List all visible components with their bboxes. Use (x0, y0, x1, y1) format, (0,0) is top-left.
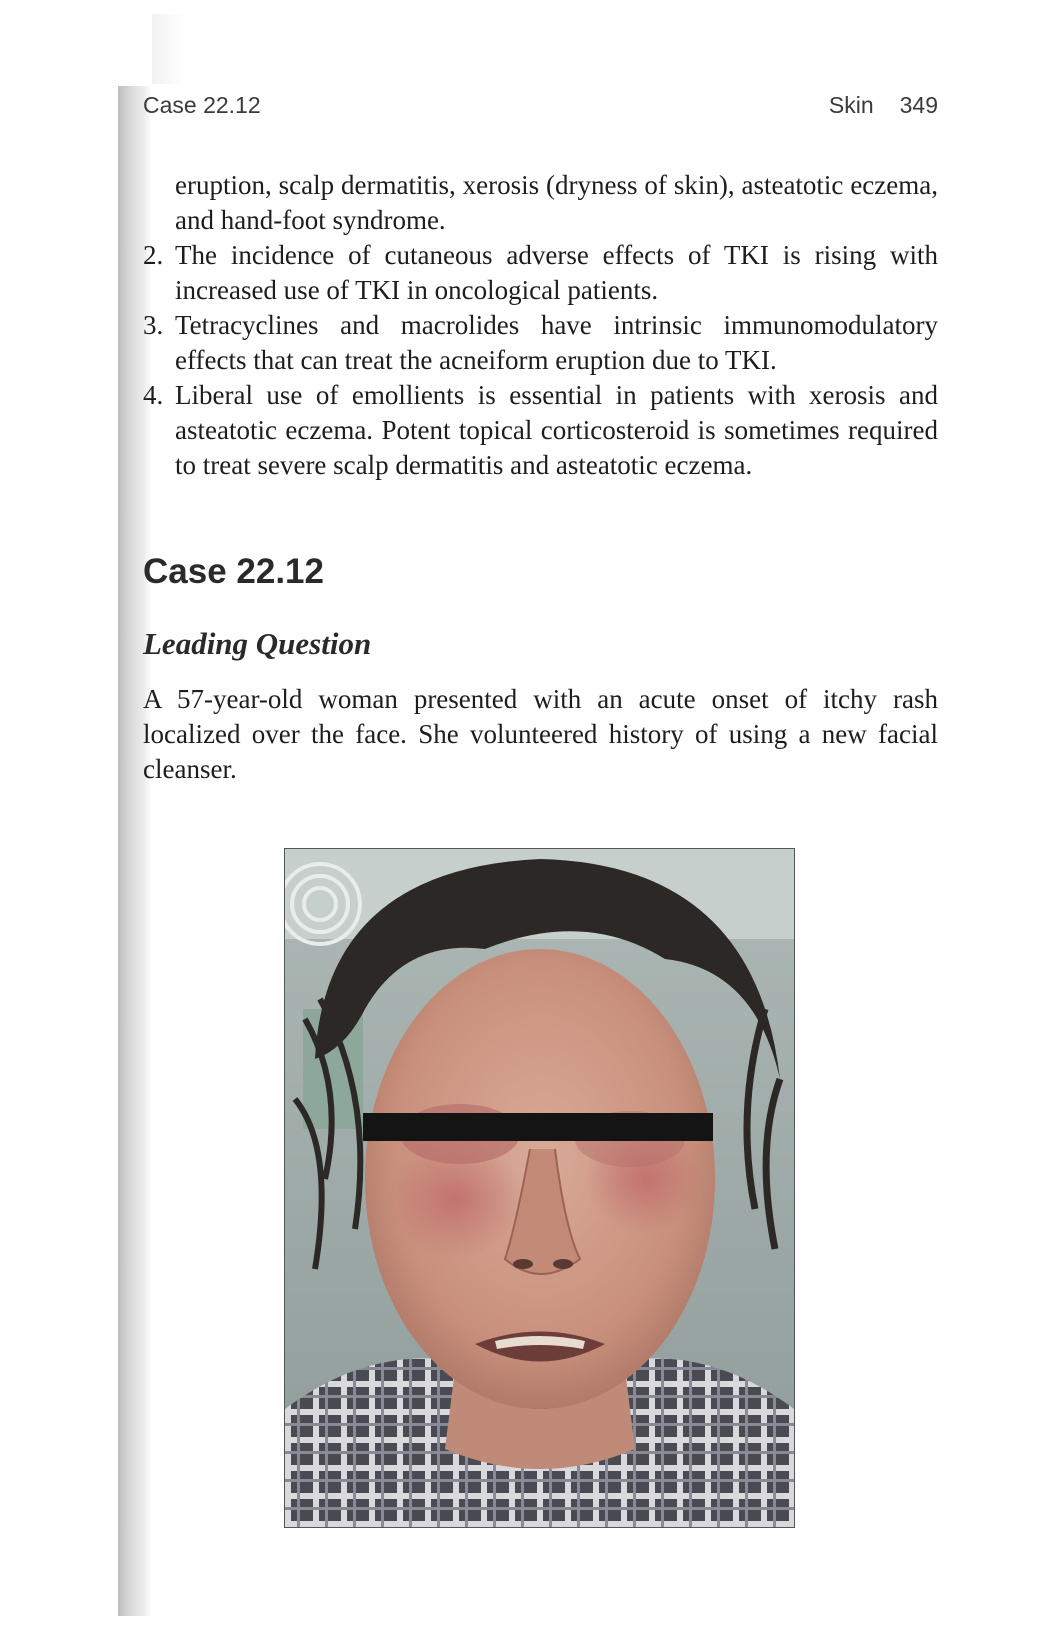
page-edge-shadow-top (152, 14, 186, 84)
left-nostril (513, 1259, 533, 1269)
clinical-photo-illustration (285, 849, 794, 1527)
eye-privacy-bar (363, 1113, 713, 1141)
list-item-text: Liberal use of emollients is essential in patients with xerosis and asteatotic eczema. Potent topical corticosteroid is sometimes required to treat severe scalp dermatitis and asteatotic eczema. (175, 380, 938, 480)
list-item-text: Tetracyclines and macrolides have intrinsic immunomodulatory effects that can treat the acneiform eruption due to TKI. (175, 310, 938, 375)
list-item-number: 3. (143, 310, 164, 340)
list-item (143, 308, 938, 378)
running-head-case: Case 22.12 (143, 92, 261, 118)
running-head-section: Skin (828, 92, 874, 118)
running-head (143, 92, 938, 124)
list-item-number: 2. (143, 240, 164, 270)
running-head-right (829, 92, 938, 119)
list-item-text: The incidence of cutaneous adverse effects of TKI is rising with increased use of TKI in oncological patients. (175, 240, 938, 305)
case-heading: Case 22.12 (143, 552, 324, 591)
right-nostril (553, 1259, 573, 1269)
clinical-photo (284, 848, 795, 1528)
list-item (143, 378, 938, 483)
case-presentation-text: A 57-year-old woman presented with an acute onset of itchy rash localized over the face. She volunteered history of using a new facial cleanser. (143, 684, 938, 784)
numbered-list (143, 238, 938, 483)
leading-question-heading: Leading Question (143, 626, 372, 661)
page-number: 349 (899, 92, 938, 118)
continued-list-item-text: eruption, scalp dermatitis, xerosis (dryness of skin), asteatotic eczema, and hand-foot syndrome. (175, 170, 938, 235)
list-item-number: 4. (143, 380, 164, 410)
list-item (143, 238, 938, 308)
